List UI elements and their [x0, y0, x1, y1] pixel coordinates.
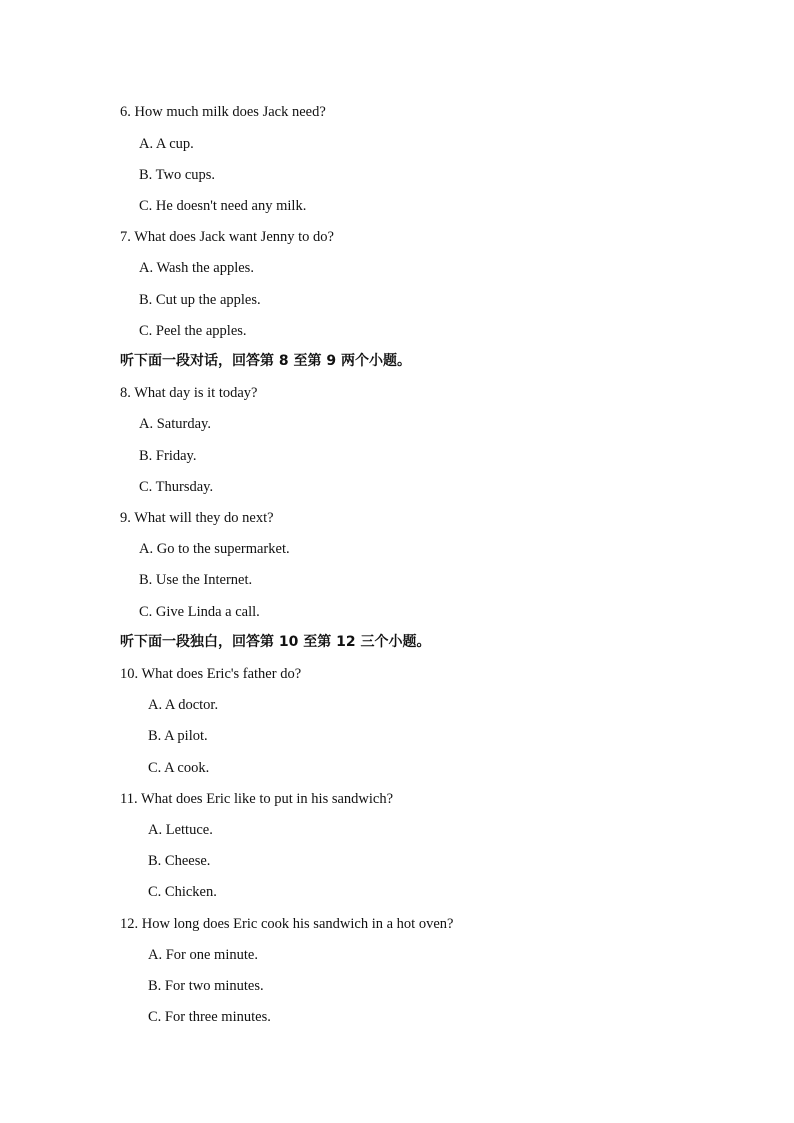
question-12: [120, 915, 453, 933]
question-text: What does Eric like to put in his sandwich?: [140, 791, 394, 807]
question-11: [120, 790, 393, 808]
question-8-option-a: A. Saturday.: [139, 416, 211, 432]
question-9-option-c: C. Give Linda a call.: [139, 604, 260, 620]
question-8-option-c: C. Thursday.: [139, 479, 214, 495]
question-text: What will they do next?: [134, 510, 274, 526]
question-text: What does Eric's father do?: [141, 666, 302, 682]
question-text: How long does Eric cook his sandwich in a hot oven?: [141, 916, 454, 932]
question-number: 12.: [120, 916, 139, 932]
section-heading-8-9: 听下面一段对话，回答第 8 至第 9 两个小题。: [120, 353, 411, 369]
question-number: 8.: [120, 385, 131, 401]
question-6-option-a: A. A cup.: [139, 136, 194, 152]
question-7-option-a: A. Wash the apples.: [139, 260, 254, 276]
question-7: [120, 228, 334, 246]
question-7-option-b: B. Cut up the apples.: [139, 292, 261, 308]
question-11-option-a: A. Lettuce.: [148, 822, 213, 838]
question-number: 9.: [120, 510, 131, 526]
question-number: 7.: [120, 229, 131, 245]
question-11-option-c: C. Chicken.: [148, 884, 217, 900]
question-12-option-c: C. For three minutes.: [148, 1009, 271, 1025]
question-number: 10.: [120, 666, 139, 682]
question-10-option-b: B. A pilot.: [148, 728, 208, 744]
question-7-option-c: C. Peel the apples.: [139, 323, 247, 339]
question-6: [120, 103, 326, 121]
question-12-option-a: A. For one minute.: [148, 947, 258, 963]
question-number: 11.: [120, 791, 138, 807]
question-10-option-a: A. A doctor.: [148, 697, 219, 713]
question-10-option-c: C. A cook.: [148, 760, 210, 776]
question-9-option-b: B. Use the Internet.: [139, 572, 253, 588]
question-text: What does Jack want Jenny to do?: [134, 229, 334, 245]
question-8: [120, 384, 257, 402]
question-6-option-c: C. He doesn't need any milk.: [139, 198, 307, 214]
question-8-option-b: B. Friday.: [139, 448, 197, 464]
question-9-option-a: A. Go to the supermarket.: [139, 541, 290, 557]
question-number: 6.: [120, 104, 131, 120]
section-heading-10-12: 听下面一段独白，回答第 10 至第 12 三个小题。: [120, 634, 431, 650]
question-11-option-b: B. Cheese.: [148, 853, 211, 869]
question-9: [120, 509, 274, 527]
question-10: [120, 665, 301, 683]
question-6-option-b: B. Two cups.: [139, 167, 216, 183]
question-12-option-b: B. For two minutes.: [148, 978, 264, 994]
question-text: What day is it today?: [134, 385, 258, 401]
question-text: How much milk does Jack need?: [134, 104, 326, 120]
